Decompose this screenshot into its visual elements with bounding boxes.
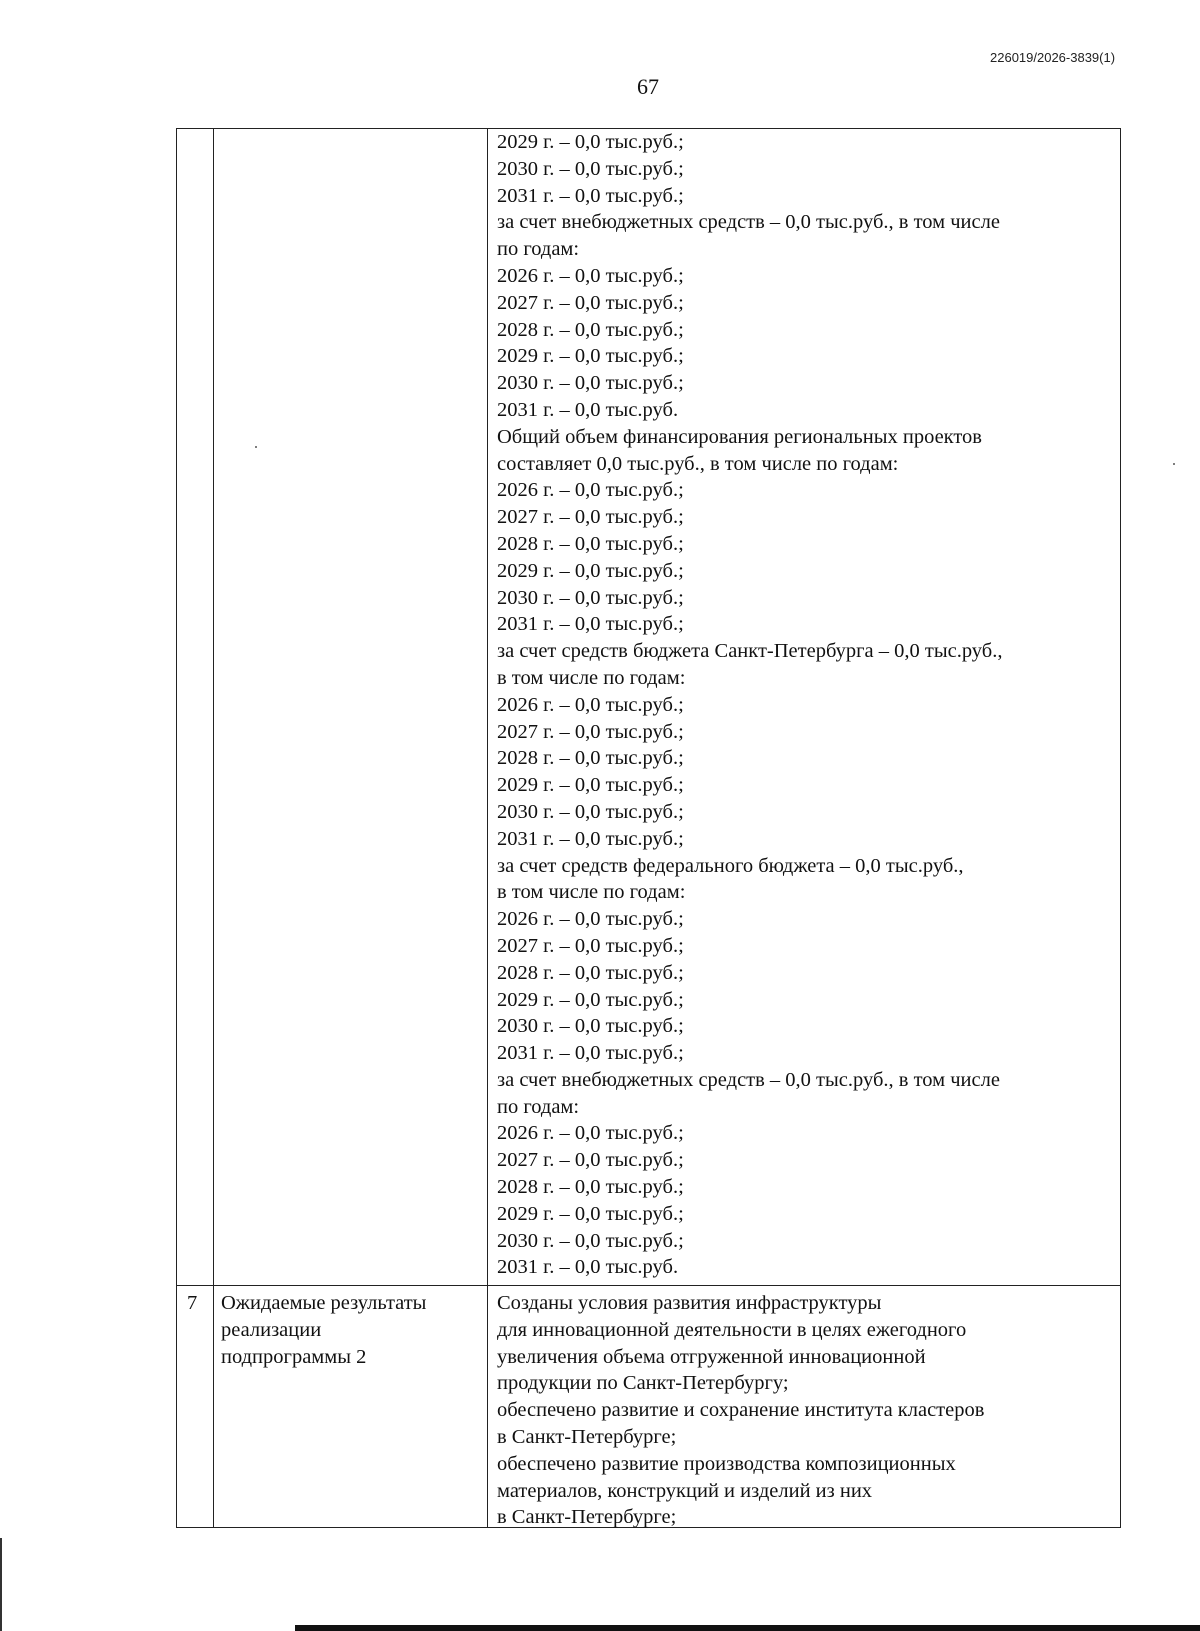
scan-speck [255,446,257,448]
column-divider-1 [213,129,214,1527]
column-divider-2 [487,129,488,1527]
row-name: Ожидаемые результаты реализации подпрограммы 2 [221,1292,427,1368]
document-id: 226019/2026-3839(1) [990,50,1116,65]
scan-speck [1173,463,1175,465]
scan-left-edge [0,1538,2,1631]
page-number: 67 [637,74,659,99]
row-divider [177,1285,1120,1286]
financing-cell: 2029 г. – 0,0 тыс.руб.; 2030 г. – 0,0 тыс.руб.; 2031 г. – 0,0 тыс.руб.; за счет внебюджетных средств – 0,0 тыс.руб., в том числе по годам: 2026 г. – 0,0 тыс.руб.; 2027 г. – 0,0 тыс.руб.; 2028 г. – 0,0 тыс.руб.; 2029 г. – 0,0 тыс.руб.; 2030 г. – 0,0 тыс.руб.; 2031 г. – 0,0 тыс.руб. Общий объем финансирования региональных проектов составляет 0,0 тыс.руб., в том числе по годам: 2026 г. – 0,0 тыс.руб.; 2027 г. – 0,0 тыс.руб.; 2028 г. – 0,0 тыс.руб.; 2029 г. – 0,0 тыс.руб.; 2030 г. – 0,0 тыс.руб.; 2031 г. – 0,0 тыс.руб.; за счет средств бюджета Санкт-Петербурга – 0,0 тыс.руб., в том числе по годам: 2026 г. – 0,0 тыс.руб.; 2027 г. – 0,0 тыс.руб.; 2028 г. – 0,0 тыс.руб.; 2029 г. – 0,0 тыс.руб.; 2030 г. – 0,0 тыс.руб.; 2031 г. – 0,0 тыс.руб.; за счет средств федерального бюджета – 0,0 тыс.руб., в том числе по годам: 2026 г. – 0,0 тыс.руб.; 2027 г. – 0,0 тыс.руб.; 2028 г. – 0,0 тыс.руб.; 2029 г. – 0,0 тыс.руб.; 2030 г. – 0,0 тыс.руб.; 2031 г. – 0,0 тыс.руб.; за счет внебюджетных средств – 0,0 тыс.руб., в том числе по годам: 2026 г. – 0,0 тыс.руб.; 2027 г. – 0,0 тыс.руб.; 2028 г. – 0,0 тыс.руб.; 2029 г. – 0,0 тыс.руб.; 2030 г. – 0,0 тыс.руб.; 2031 г. – 0,0 тыс.руб. [497,131,1003,1279]
program-table [176,128,1121,1528]
expected-results-text: Созданы условия развития инфраструктуры для инновационной деятельности в целях ежегодного увеличения объема отгруженной инновационной продукции по Санкт-Петербургу; обеспечено развитие и сохранение института кластеров в Санкт-Петербурге; обеспечено развитие производства композиционных материалов, конструкций и изделий из них в Санкт-Петербурге; [497,1292,985,1529]
row-number: 7 [187,1292,198,1314]
scan-bottom-line [295,1625,1200,1631]
